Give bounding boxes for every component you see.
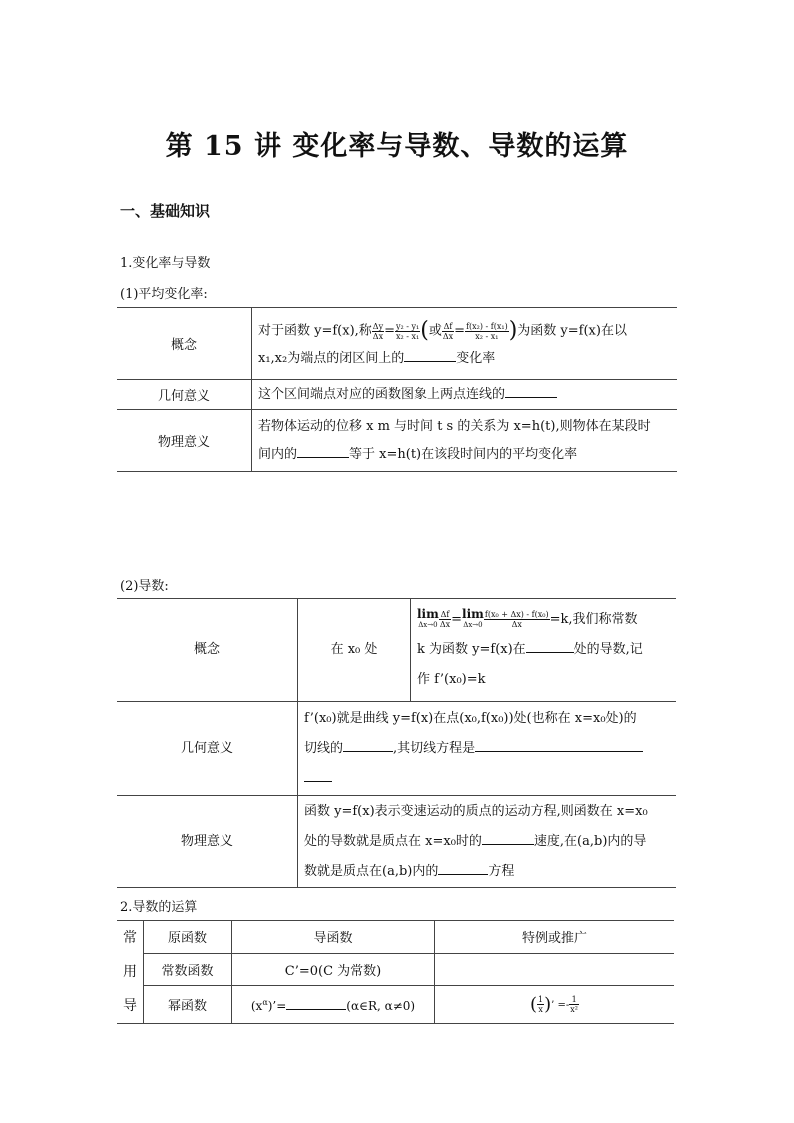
text: 若物体运动的位移 x m 与时间 t s 的关系为 x=h(t),则物体在某段时 xyxy=(258,418,651,434)
fraction: $\frac{\Delta f}{\Delta x}$ xyxy=(442,321,454,341)
table-row xyxy=(117,599,676,702)
table-header-row xyxy=(117,921,674,954)
table-row xyxy=(117,953,674,986)
text: 间内的 xyxy=(258,446,298,462)
text: =k,我们称常数 xyxy=(549,612,638,627)
page-title: 第 15 讲 变化率与导数、导数的运算 xyxy=(165,131,629,162)
limit: lim Δx→0 xyxy=(462,606,484,629)
subsection-label: (2)导数: xyxy=(120,579,169,594)
text: 处的导数,记 xyxy=(573,642,643,657)
answer-blank xyxy=(475,739,643,752)
section-heading: 一、基础知识 xyxy=(120,202,211,220)
text: 处的导数就是质点在 x=x₀时的 xyxy=(304,833,482,849)
row-content xyxy=(252,410,678,472)
text: 切线的 xyxy=(304,740,344,756)
row-label: 概念 xyxy=(117,599,298,702)
text: f’(x₀)就是曲线 y=f(x)在点(x₀,f(x₀))处(也称在 x=x₀处)的 xyxy=(304,710,637,726)
subsection-heading: 2.导数的运算 xyxy=(120,900,198,915)
text: 等于 x=h(t)在该段时间内的平均变化率 xyxy=(349,446,578,462)
fraction: $\frac{\Delta f}{\Delta x}$ xyxy=(439,610,451,629)
answer-blank xyxy=(505,385,557,398)
row-label: 概念 xyxy=(117,308,252,380)
row-label: 几何意义 xyxy=(117,702,298,796)
text: 这个区间端点对应的函数图象上两点连线的 xyxy=(258,386,506,402)
derivative-table xyxy=(117,598,676,888)
table-cell: ( $\frac{1}{x}$ )’ =- $\frac{1}{\text{x²}}$ xyxy=(435,986,675,1024)
table-row xyxy=(117,308,677,380)
table-cell xyxy=(435,953,675,986)
row-content: 对于函数 y=f(x),称 $\frac{\Delta y}{\Delta x}$ = $\frac{\text{y₂ - y₁}}{\text{x₂ - x₁}}$ (或 $\frac{\Delta f}{\Delta x}$ = $\frac{\text{f(x₂) - f(x₁)}}{\text{x₂ - x₁}}$ )为函数 y=f(x)在以 x₁,x₂为端点的闭区间上的 变化率 xyxy=(252,308,678,380)
table-row xyxy=(117,796,676,888)
text: 数就是质点在(a,b)内的 xyxy=(304,863,439,879)
text: 变化率 xyxy=(456,350,496,366)
subsection-heading: 1.变化率与导数 xyxy=(120,256,211,271)
answer-blank xyxy=(304,769,332,782)
table-row xyxy=(117,702,676,796)
text: x₁,x₂为端点的闭区间上的 xyxy=(258,350,405,366)
fraction: $\frac{\text{y₂ - y₁}}{\text{x₂ - x₁}}$ xyxy=(396,321,420,341)
text: 为函数 y=f(x)在以 xyxy=(517,323,627,339)
limit: lim Δx→0 xyxy=(417,606,439,629)
text: 方程 xyxy=(488,863,515,879)
column-header: 特例或推广 xyxy=(435,921,675,954)
table-cell: 幂函数 xyxy=(144,986,232,1024)
answer-blank xyxy=(526,640,574,653)
text: 作 f’(x₀)=k xyxy=(417,672,486,687)
fraction: $\frac{1}{\text{x²}}$ xyxy=(570,995,578,1015)
average-rate-table xyxy=(117,307,677,472)
answer-blank xyxy=(297,445,349,458)
table-row xyxy=(117,410,677,472)
answer-blank xyxy=(343,739,393,752)
answer-blank xyxy=(482,832,534,845)
column-header: 导函数 xyxy=(232,921,435,954)
text: 函数 y=f(x)表示变速运动的质点的运动方程,则函数在 x=x₀ xyxy=(304,803,648,819)
answer-blank xyxy=(438,862,488,875)
text: ,其切线方程是 xyxy=(393,740,476,756)
fraction: $\frac{1}{x}$ xyxy=(538,995,544,1015)
row-content xyxy=(298,702,677,796)
text: 或 xyxy=(428,323,442,339)
side-label: 常 用 导 xyxy=(117,921,144,1024)
row-content xyxy=(298,796,677,888)
table-cell: 常数函数 xyxy=(144,953,232,986)
table-row xyxy=(117,986,674,1024)
fraction: $\frac{\text{f(x₀ + Δx) - f(x₀)}}{\Delta x}$ xyxy=(484,610,549,629)
subsection-label: (1)平均变化率: xyxy=(120,287,208,302)
row-label: 物理意义 xyxy=(117,410,252,472)
column-header: 原函数 xyxy=(144,921,232,954)
row-middle: 在 x₀ 处 xyxy=(298,599,411,702)
table-cell: C’=0(C 为常数) xyxy=(232,953,435,986)
answer-blank xyxy=(286,997,346,1010)
fraction: $\frac{\text{f(x₂) - f(x₁)}}{\text{x₂ - x₁}}$ xyxy=(466,321,508,341)
row-label: 物理意义 xyxy=(117,796,298,888)
table-cell: $(x^\alpha)’=$ (α∈R, α≠0) xyxy=(232,986,435,1024)
text: 速度,在(a,b)内的导 xyxy=(533,833,647,849)
table-row xyxy=(117,380,677,410)
derivative-rules-table xyxy=(117,920,674,1024)
fraction: $\frac{\Delta y}{\Delta x}$ xyxy=(372,321,384,341)
row-content: lim Δx→0 $\frac{\Delta f}{\Delta x}$ =lim Δx→0 $\frac{\text{f(x₀ + Δx) - f(x₀)}}{\Delta x}$ =k,我们称常数 k 为函数 y=f(x)在 处的导数,记 作 f’(x₀)=k xyxy=(411,599,677,702)
text: k 为函数 y=f(x)在 xyxy=(417,642,526,657)
answer-blank xyxy=(404,349,456,362)
row-content xyxy=(252,380,678,410)
text: 对于函数 y=f(x),称 xyxy=(258,323,372,339)
row-label: 几何意义 xyxy=(117,380,252,410)
